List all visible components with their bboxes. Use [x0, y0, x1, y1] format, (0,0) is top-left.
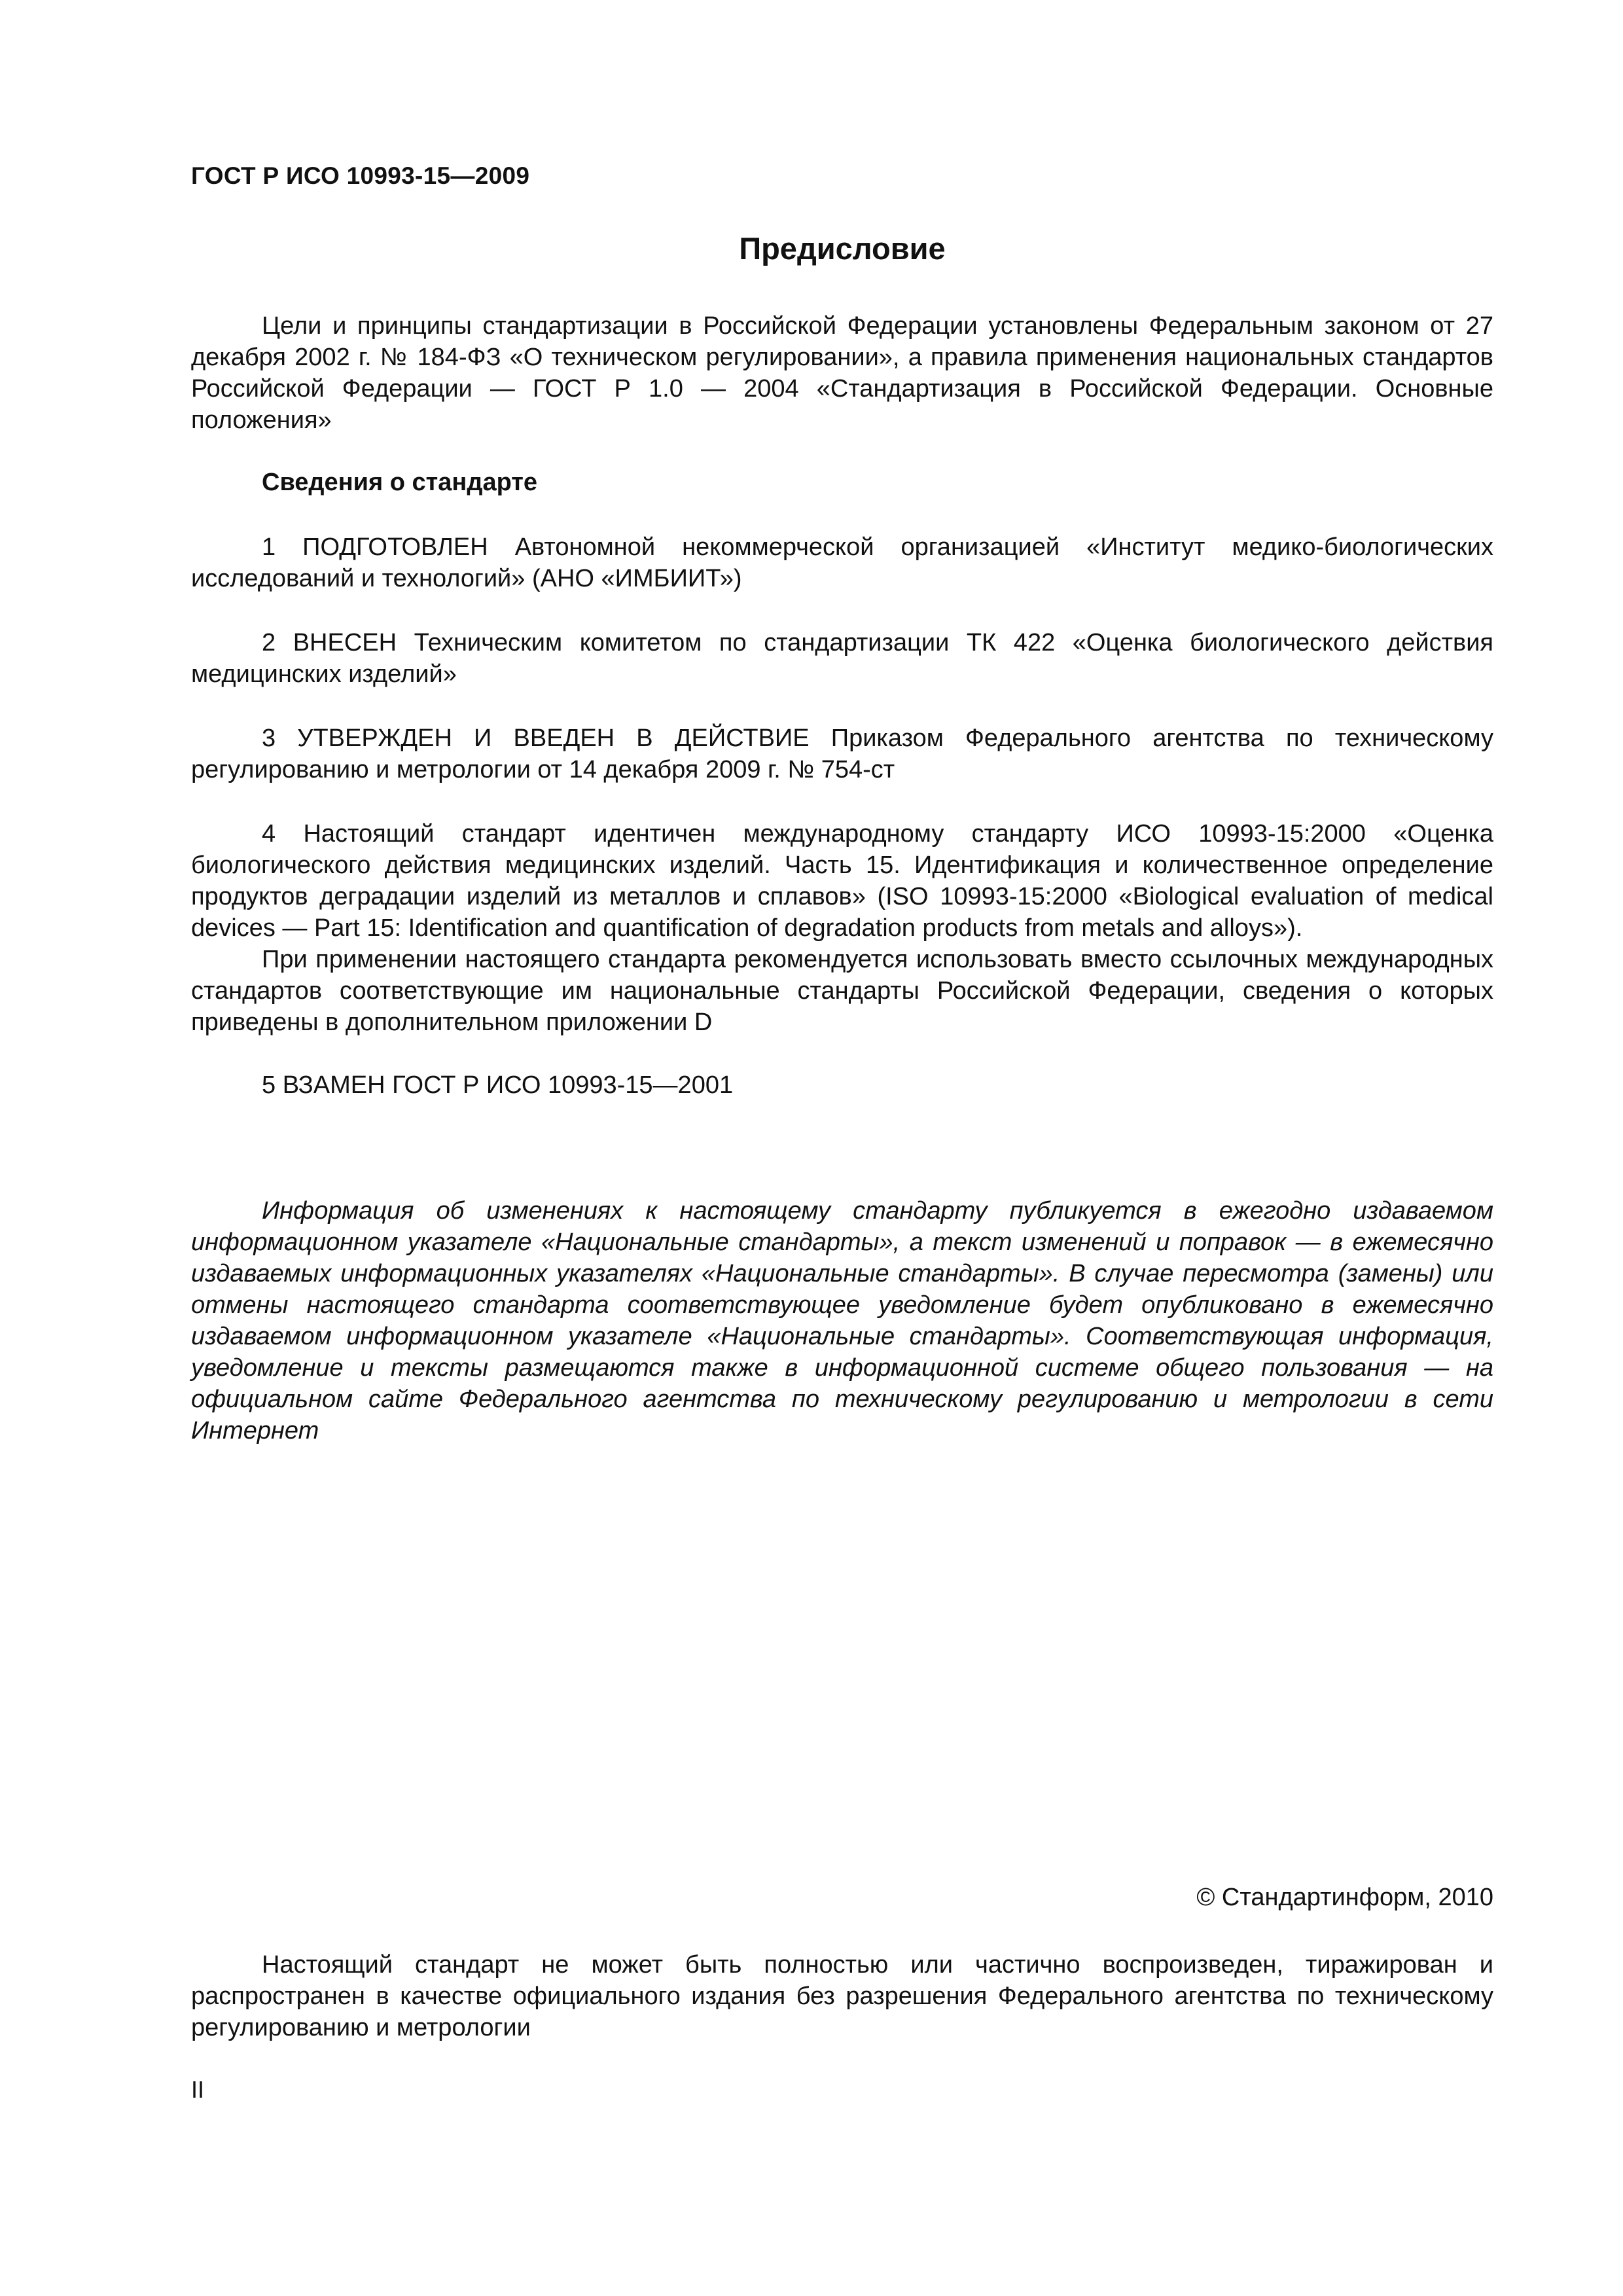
- item-references-note: При применении настоящего стандарта рекомендуется использовать вместо ссылочных международных стандартов соответствующие им национальные стандарты Российской Федерации, сведения о которых приведены в дополнительном приложении D: [191, 946, 1493, 1036]
- item-prepared: 1 ПОДГОТОВЛЕН Автономной некоммерческой организацией «Институт медико-биологических исследований и технологий» (АНО «ИМБИИТ»): [191, 533, 1493, 592]
- page-title: Предисловие: [739, 231, 946, 266]
- item-submitted: 2 ВНЕСЕН Техническим комитетом по стандартизации ТК 422 «Оценка биологического действия медицинских изделий»: [191, 629, 1493, 688]
- changes-notice: Информация об изменениях к настоящему стандарту публикуется в ежегодно издаваемом информационном указателе «Национальные стандарты», а текст изменений и поправок — в ежемесячно издаваемых информационных указателях «Национальные стандарты». В случае пересмотра (замены) или отмены настоящего стандарта соответствующее уведомление будет опубликовано в ежемесячно издаваемом информационном указателе «Национальные стандарты». Соответствующая информация, уведомление и тексты размещаются также в информационной системе общего пользования — на официальном сайте Федерального агентства по техническому регулированию и метрологии в сети Интернет: [191, 1197, 1493, 1444]
- item-approved: 3 УТВЕРЖДЕН И ВВЕДЕН В ДЕЙСТВИЕ Приказом Федерального агентства по техническому регулированию и метрологии от 14 декабря 2009 г. № 754-ст: [191, 725, 1493, 783]
- page-number: II: [191, 2076, 205, 2103]
- reproduction-notice: Настоящий стандарт не может быть полностью или частично воспроизведен, тиражирован и распространен в качестве официального издания без разрешения Федерального агентства по техническому регулированию и метрологии: [191, 1951, 1493, 2041]
- document-header: ГОСТ Р ИСО 10993-15—2009: [191, 162, 530, 189]
- intro-paragraph: Цели и принципы стандартизации в Российской Федерации установлены Федеральным законом от 27 декабря 2002 г. № 184-ФЗ «О техническом регулировании», а правила применения национальных стандартов Российской Федерации — ГОСТ Р 1.0 — 2004 «Стандартизация в Российской Федерации. Основные положения»: [191, 312, 1493, 434]
- section-subheading: Сведения о стандарте: [262, 469, 538, 496]
- item-replaces: 5 ВЗАМЕН ГОСТ Р ИСО 10993-15—2001: [262, 1071, 734, 1099]
- item-identical-standard: 4 Настоящий стандарт идентичен международному стандарту ИСО 10993-15:2000 «Оценка биологического действия медицинских изделий. Часть 15. Идентификация и количественное определение продуктов деградации изделий из металлов и сплавов» (ISO 10993-15:2000 «Biological evaluation of medical devices — Part 15: Identification and quantification of degradation products from metals and alloys»).: [191, 820, 1493, 942]
- copyright-line: © Стандартинформ, 2010: [1196, 1884, 1493, 1911]
